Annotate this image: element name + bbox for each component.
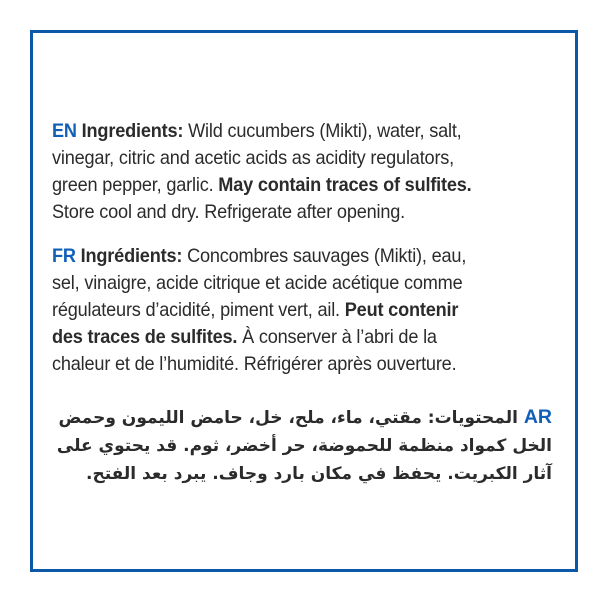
french-line-3: [52, 297, 517, 324]
french-allergen-a: Peut contenir: [344, 299, 459, 321]
arabic-line-2: الخل كمواد منظمة للحموضة، حر أخضر، ثوم. قد يحتوي على: [56, 436, 552, 456]
arabic-text-1: المحتويات: مقتي، ماء، ملح، خل، حامض الليمون وحمض: [58, 408, 524, 428]
english-section: [52, 118, 517, 226]
french-line-5: chaleur et de l’humidité. Réfrigérer après ouverture.: [52, 353, 457, 375]
english-lang-code: EN: [52, 120, 77, 142]
english-allergen-warning: May contain traces of sulfites.: [218, 174, 472, 196]
arabic-line-1: [48, 403, 552, 432]
english-text-1: Wild cucumbers (Mikti), water, salt,: [183, 120, 462, 142]
french-line-1: [52, 243, 517, 270]
english-heading: Ingredients:: [81, 120, 184, 142]
english-line-1: [52, 118, 517, 145]
french-allergen-b: des traces de sulfites.: [52, 326, 238, 348]
french-text-1: Concombres sauvages (Mikti), eau,: [182, 245, 467, 267]
french-storage-a: À conserver à l’abri de la: [237, 326, 437, 348]
english-line-2: vinegar, citric and acetic acids as acidity regulators,: [52, 147, 455, 169]
english-storage: Store cool and dry. Refrigerate after opening.: [52, 201, 406, 223]
arabic-lang-code: AR: [523, 406, 552, 428]
french-line-2: sel, vinaigre, acide citrique et acide acétique comme: [52, 272, 463, 294]
english-text-3: green pepper, garlic.: [52, 174, 219, 196]
french-text-3: régulateurs d’acidité, piment vert, ail.: [52, 299, 345, 321]
french-lang-code: FR: [52, 245, 76, 267]
arabic-line-3: آثار الكبريت. يحفظ في مكان بارد وجاف. يبرد بعد الفتح.: [85, 464, 552, 484]
english-line-3: [52, 172, 517, 199]
french-heading: Ingrédients:: [80, 245, 183, 267]
french-section: [52, 243, 517, 378]
arabic-section: [48, 403, 552, 488]
french-line-4: [52, 324, 517, 351]
